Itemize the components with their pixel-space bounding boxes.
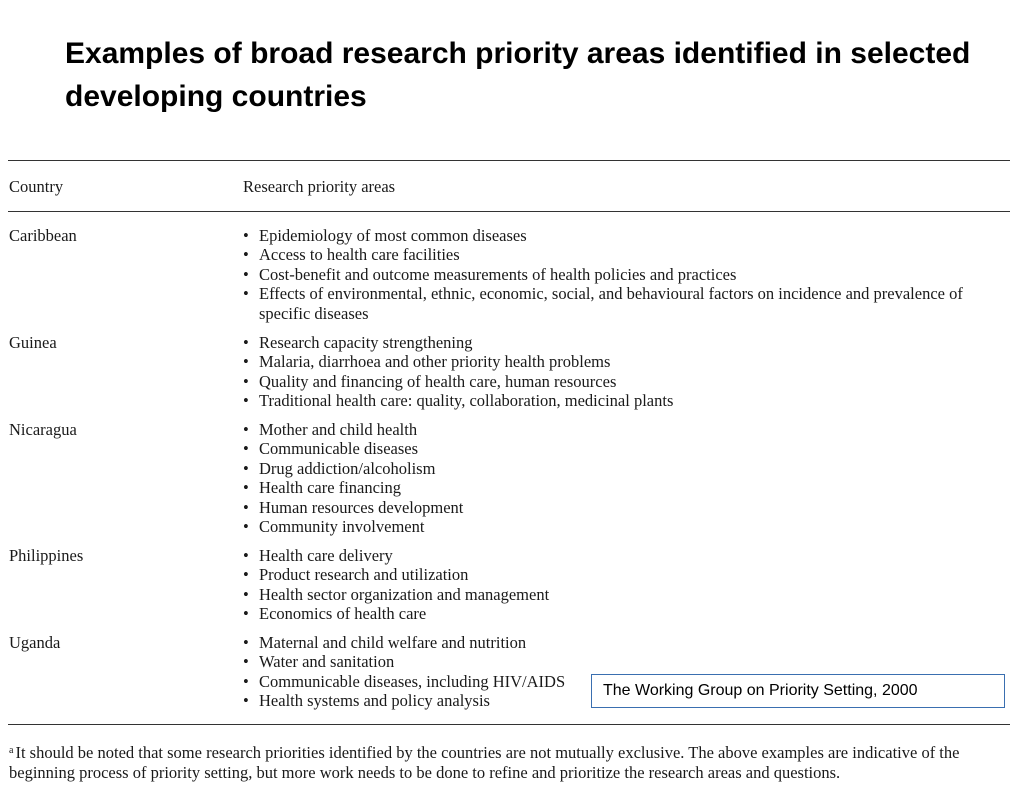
priority-text: Communicable diseases, including HIV/AIDS — [259, 671, 566, 691]
priority-text: Communicable diseases — [259, 439, 419, 459]
list-item — [243, 391, 1009, 410]
list-item — [243, 633, 1009, 652]
list-item — [243, 420, 1009, 439]
priority-text: Cost-benefit and outcome measurements of health policies and practices — [259, 264, 737, 284]
bullet-icon: • — [243, 517, 249, 537]
priority-list — [243, 546, 1009, 624]
priority-text: Health sector organization and management — [259, 584, 550, 604]
bullet-icon: • — [243, 333, 249, 352]
bullet-icon: • — [243, 391, 249, 411]
bullet-icon: • — [243, 478, 249, 498]
priority-text: Epidemiology of most common diseases — [259, 226, 527, 245]
list-item — [243, 498, 1009, 517]
list-item — [243, 265, 1009, 284]
list-item — [243, 459, 1009, 478]
list-item — [243, 284, 1009, 323]
priority-text: Health care delivery — [259, 546, 393, 565]
priority-text: Drug addiction/alcoholism — [259, 458, 436, 478]
footnote — [9, 741, 1014, 782]
bullet-icon: • — [243, 284, 249, 304]
footnote-text: It should be noted that some research priorities identified by the countries are not mutually exclusive. The above examples are indicative of the beginning process of priority setting, but more work needs to be done to refine and prioritize the research areas and questions. — [9, 743, 960, 782]
table-bottom-rule — [8, 724, 1010, 725]
slide-title: Examples of broad research priority areas identified in selected developing countries — [65, 37, 971, 113]
priority-text: Human resources development — [259, 497, 464, 517]
footnote-marker: a — [9, 745, 14, 756]
list-item — [243, 226, 1009, 245]
bullet-icon: • — [243, 458, 249, 478]
priority-text: Community involvement — [259, 517, 425, 537]
list-item — [243, 439, 1009, 458]
bullet-icon: • — [243, 691, 249, 711]
bullet-icon: • — [243, 584, 249, 604]
list-item — [243, 333, 1009, 352]
priority-text: Economics of health care — [259, 604, 427, 624]
bullet-icon: • — [243, 371, 249, 391]
list-item — [243, 585, 1009, 604]
country-cell: Caribbean — [9, 226, 77, 245]
source-citation-box: The Working Group on Priority Setting, 2000 — [591, 674, 1005, 708]
list-item — [243, 604, 1009, 623]
bullet-icon: • — [243, 264, 249, 284]
priority-list — [243, 333, 1009, 411]
priority-text: Research capacity strengthening — [259, 333, 473, 352]
bullet-icon: • — [243, 565, 249, 585]
bullet-icon: • — [243, 546, 249, 565]
priority-text: Traditional health care: quality, collaboration, medicinal plants — [259, 391, 674, 411]
column-header-country: Country — [9, 177, 64, 196]
priority-text: Quality and financing of health care, human resources — [259, 371, 617, 391]
bullet-icon: • — [243, 352, 249, 372]
list-item — [243, 565, 1009, 584]
priority-text: Health care financing — [259, 478, 402, 498]
priority-text: Mother and child health — [259, 420, 418, 439]
list-item — [243, 245, 1009, 264]
table-header-rule — [8, 211, 1010, 212]
list-item — [243, 546, 1009, 565]
bullet-icon: • — [243, 245, 249, 265]
bullet-icon: • — [243, 652, 249, 672]
priority-text: Maternal and child welfare and nutrition — [259, 633, 527, 652]
bullet-icon: • — [243, 633, 249, 652]
list-item — [243, 372, 1009, 391]
priority-text: Access to health care facilities — [259, 245, 460, 265]
bullet-icon: • — [243, 420, 249, 439]
priority-list — [243, 420, 1009, 536]
bullet-icon: • — [243, 439, 249, 459]
bullet-icon: • — [243, 604, 249, 624]
priority-text: Effects of environmental, ethnic, economic, social, and behavioural factors on incidence and prevalence of specific diseases — [259, 284, 963, 323]
bullet-icon: • — [243, 226, 249, 245]
priority-text: Malaria, diarrhoea and other priority health problems — [259, 352, 611, 372]
bullet-icon: • — [243, 497, 249, 517]
priority-text: Water and sanitation — [259, 652, 395, 672]
list-item — [243, 352, 1009, 371]
country-cell: Philippines — [9, 546, 84, 565]
priority-text: Health systems and policy analysis — [259, 691, 490, 711]
bullet-icon: • — [243, 671, 249, 691]
country-cell: Uganda — [9, 633, 61, 652]
list-item — [243, 517, 1009, 536]
country-cell: Guinea — [9, 333, 57, 352]
country-cell: Nicaragua — [9, 420, 77, 439]
table-top-rule — [8, 160, 1010, 161]
list-item — [243, 652, 1009, 671]
column-header-research-priority-areas: Research priority areas — [243, 177, 396, 196]
priority-text: Product research and utilization — [259, 565, 469, 585]
priority-list — [243, 226, 1009, 323]
list-item — [243, 478, 1009, 497]
